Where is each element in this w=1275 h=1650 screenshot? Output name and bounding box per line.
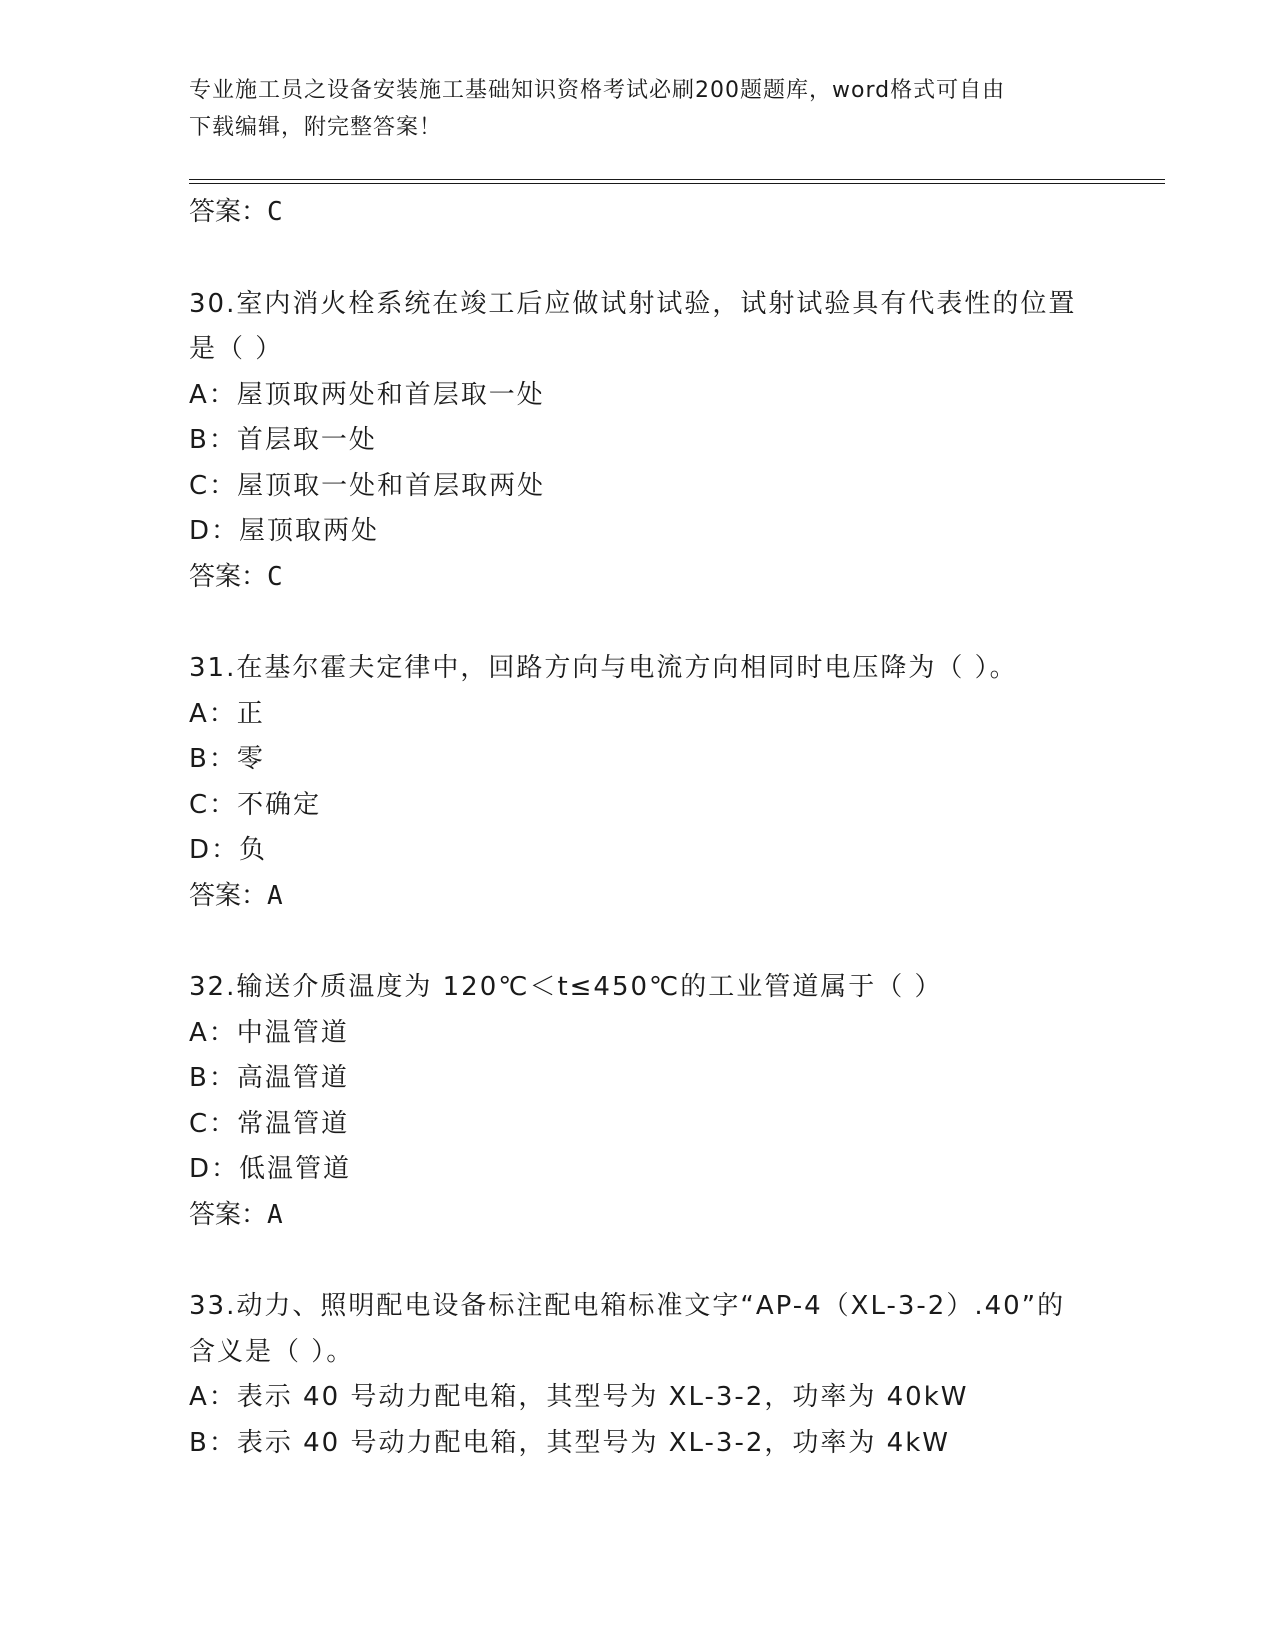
answer-text: 答案：A (189, 880, 283, 911)
option-a: A：屋顶取两处和首层取一处 (189, 379, 545, 410)
option-c: C：屋顶取一处和首层取两处 (189, 470, 546, 501)
option-b: B：高温管道 (189, 1063, 349, 1093)
question-stem: 30.室内消火栓系统在竣工后应做试射试验，试射试验具有代表性的位置是（ ） (189, 288, 1077, 364)
question-stem: 31.在基尔霍夫定律中，回路方向与电流方向相同时电压降为（ ）。 (189, 653, 1018, 683)
answer-text: 答案：A (189, 1199, 283, 1230)
option-b: B：表示 40 号动力配电箱，其型号为 XL-3-2，功率为 4kW (189, 1427, 950, 1458)
option-d: D：负 (189, 835, 268, 865)
question-block (189, 965, 1089, 1238)
option-a: A：正 (189, 698, 265, 729)
question-stem: 32.输送介质温度为 120℃＜t≤450℃的工业管道属于（ ） (189, 972, 943, 1002)
header-line-2: 下载编辑，附完整答案！ (189, 115, 443, 140)
answer-text: 答案：C (189, 197, 283, 227)
option-a: A：表示 40 号动力配电箱，其型号为 XL-3-2，功率为 40kW (189, 1382, 969, 1412)
document-header (189, 72, 1089, 146)
question-block (189, 1284, 1089, 1466)
option-c: C：常温管道 (189, 1108, 350, 1139)
option-a: A：中温管道 (189, 1017, 349, 1048)
option-b: B：首层取一处 (189, 425, 377, 455)
question-block (189, 282, 1089, 601)
question-stem: 33.动力、照明配电设备标注配电箱标准文字“AP-4（XL-3-2）.40”的含义是（ ）。 (189, 1291, 1066, 1367)
header-line-1: 专业施工员之设备安装施工基础知识资格考试必刷200题题库，word格式可自由 (189, 78, 1006, 103)
header-divider-double (189, 183, 1165, 184)
question-list (189, 190, 1089, 1466)
option-d: D：屋顶取两处 (189, 516, 380, 546)
answer-text: 答案：C (189, 561, 283, 592)
header-divider (189, 179, 1165, 180)
option-d: D：低温管道 (189, 1154, 352, 1184)
question-block (189, 646, 1089, 919)
option-c: C：不确定 (189, 789, 322, 820)
option-b: B：零 (189, 744, 265, 774)
